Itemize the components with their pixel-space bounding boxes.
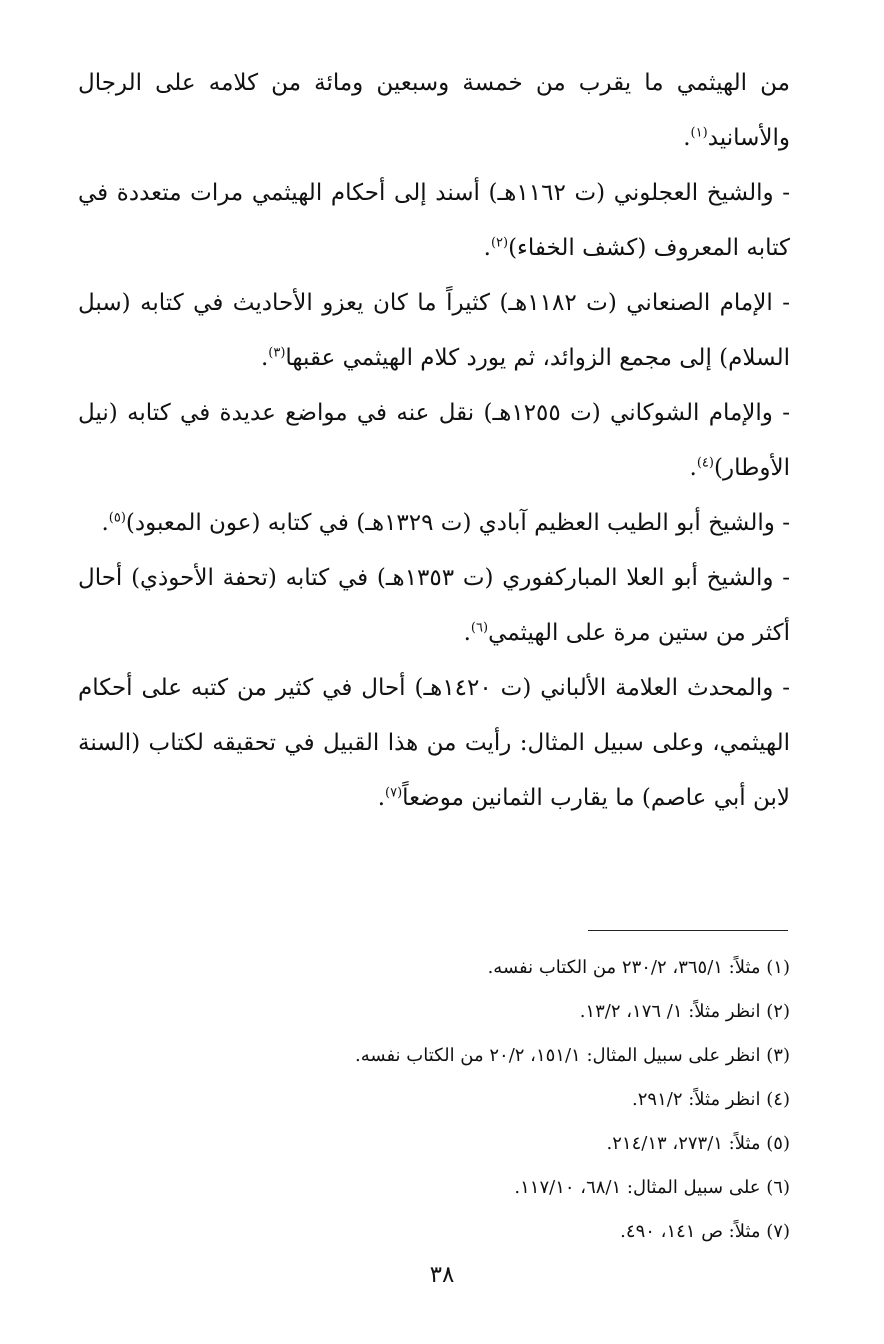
paragraph-text: - والمحدث العلامة الألباني (ت ١٤٢٠هـ) أحال في كثير من كتبه على أحكام الهيثمي، وعلى سبيل المثال: رأيت من هذا القبيل في تحقيقه لكتاب (السنة لابن أبي عاصم) ما يقارب الثمانين موضعاً <box>78 675 790 811</box>
paragraph-end: . <box>683 125 691 151</box>
main-text <box>78 56 790 826</box>
paragraph-text: - والإمام الشوكاني (ت ١٢٥٥هـ) نقل عنه في مواضع عديدة في كتابه (نيل الأوطار) <box>78 400 791 481</box>
paragraph-7 <box>78 661 790 826</box>
paragraph-6 <box>78 551 790 661</box>
footnote-2: (٢) انظر مثلاً: ١/ ١٧٦، ١٣/٢. <box>579 1001 790 1022</box>
footnote-1: (١) مثلاً: ٣٦٥/١، ٢٣٠/٢ من الكتاب نفسه. <box>487 957 790 978</box>
paragraph-end: . <box>463 620 471 646</box>
paragraph-2 <box>78 166 790 276</box>
footnote-reference: (١) <box>690 125 708 141</box>
paragraph-end: . <box>483 235 491 261</box>
paragraph-text: - والشيخ العجلوني (ت ١١٦٢هـ) أسند إلى أحكام الهيثمي مرات متعددة في كتابه المعروف (كشف الخفاء) <box>78 180 790 261</box>
footnote-reference: (٦) <box>470 620 489 636</box>
footnote-reference: (٧) <box>385 785 403 801</box>
paragraph-4 <box>78 386 790 496</box>
footnotes <box>78 946 790 1254</box>
footnote-3: (٣) انظر على سبيل المثال: ١٥١/١، ٢٠/٢ من الكتاب نفسه. <box>355 1045 790 1066</box>
paragraph-end: . <box>689 455 697 481</box>
paragraph-end: . <box>260 345 269 371</box>
page-number: ٣٨ <box>429 1262 455 1288</box>
footnote-4: (٤) انظر مثلاً: ٢٩١/٢. <box>632 1089 790 1110</box>
footnote-6: (٦) على سبيل المثال: ٦٨/١، ١١٧/١٠. <box>514 1177 790 1198</box>
paragraph-3 <box>78 276 790 386</box>
paragraph-text: - الإمام الصنعاني (ت ١١٨٢هـ) كثيراً ما كان يعزو الأحاديث في كتابه (سبل السلام) إلى مجمع الزوائد، ثم يورد كلام الهيثمي عقبها <box>78 290 790 371</box>
paragraph-text: من الهيثمي ما يقرب من خمسة وسبعين ومائة من كلامه على الرجال والأسانيد <box>78 70 790 151</box>
paragraph-end: . <box>101 510 109 536</box>
paragraph-5 <box>78 496 790 551</box>
footnote-reference: (٢) <box>490 235 509 251</box>
paragraph-text: - والشيخ أبو العلا المباركفوري (ت ١٣٥٣هـ) في كتابه (تحفة الأحوذي) أحال أكثر من ستين مرة على الهيثمي <box>78 565 791 646</box>
footnote-reference: (٥) <box>108 510 126 526</box>
footnote-separator <box>588 930 788 931</box>
paragraph-1 <box>78 56 790 166</box>
paragraph-text: - والشيخ أبو الطيب العظيم آبادي (ت ١٣٢٩هـ) في كتابه (عون المعبود) <box>125 510 790 536</box>
footnote-reference: (٤) <box>696 455 714 471</box>
paragraph-end: . <box>377 785 385 811</box>
footnote-5: (٥) مثلاً: ٢٧٣/١، ٢١٤/١٣. <box>606 1133 790 1154</box>
footnote-7: (٧) مثلاً: ص ١٤١، ٤٩٠. <box>620 1221 790 1242</box>
footnote-reference: (٣) <box>268 345 286 361</box>
